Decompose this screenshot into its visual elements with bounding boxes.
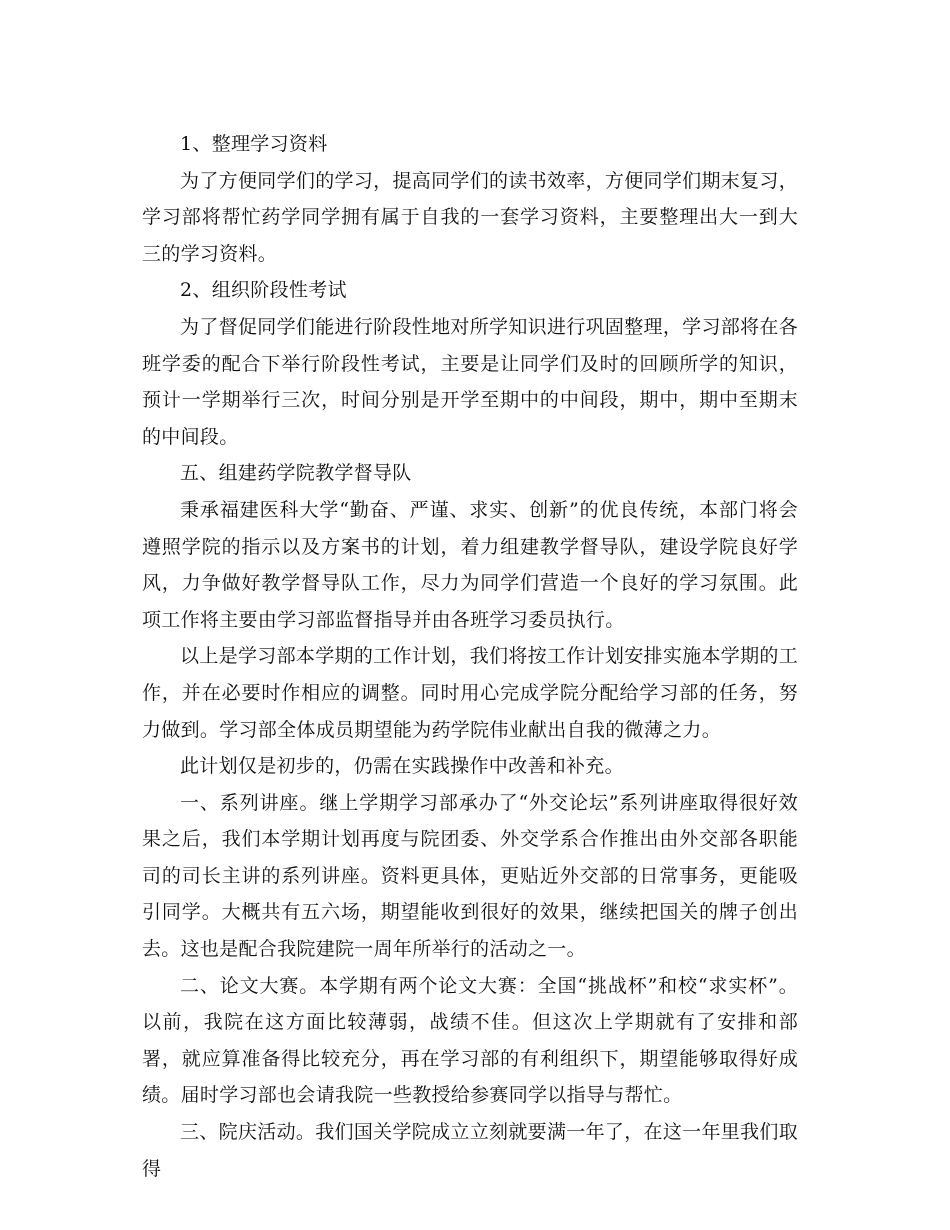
paragraph-lecture-series: 一、系列讲座。继上学期学习部承办了“外交论坛”系列讲座取得很好效果之后，我们本学期计划再度与院团委、外交学系合作推出由外交部各职能司的司长主讲的系列讲座。资料更具体，更贴近外交部的日常事务，更能吸引同学。大概共有五六场，期望能收到很好的效果，继续把国关的牌子创出去。这也是配合我院建院一周年所举行的活动之一。 [142,791,798,961]
paragraph-supervision-team: 秉承福建医科大学“勤奋、严谨、求实、创新”的优良传统，本部门将会遵照学院的指示以及方案书的计划，着力组建教学督导队，建设学院良好学风，力争做好教学督导队工作，尽力为同学们营造一个良好的学习氛围。此项工作将主要由学习部监督指导并由各班学习委员执行。 [142,498,798,631]
heading-stage-exams: 2、组织阶段性考试 [180,279,347,302]
paragraph-preliminary-note: 此计划仅是初步的，仍需在实践操作中改善和补充。 [180,755,624,778]
heading-organize-materials: 1、整理学习资料 [180,133,328,155]
heading-supervision-team: 五、组建药学院教学督导队 [180,462,412,485]
paragraph-summary: 以上是学习部本学期的工作计划，我们将按工作计划安排实施本学期的工作，并在必要时作相应的调整。同时用心完成学院分配给学习部的任务，努力做到。学习部全体成员期望能为药学院伟业献出自我的微薄之力。 [142,645,798,741]
document-body [142,126,798,1187]
paragraph-essay-contest: 二、论文大赛。本学期有两个论文大赛：全国“挑战杯”和校“求实杯”。以前，我院在这方面比较薄弱，战绩不佳。但这次上学期就有了安排和部署，就应算准备得比较充分，再在学习部的有利组织下，期望能够取得好成绩。届时学习部也会请我院一些教授给参赛同学以指导与帮忙。 [142,974,798,1107]
paragraph-anniversary: 三、院庆活动。我们国关学院成立立刻就要满一年了，在这一年里我们取得 [142,1121,798,1180]
paragraph-stage-exams: 为了督促同学们能进行阶段性地对所学知识进行巩固整理，学习部将在各班学委的配合下举行阶段性考试，主要是让同学们及时的回顾所学的知识，预计一学期举行三次，时间分别是开学至期中的中间段，期中，期中至期末的中间段。 [142,315,798,448]
paragraph-materials: 为了方便同学们的学习，提高同学们的读书效率，方便同学们期末复习，学习部将帮忙药学同学拥有属于自我的一套学习资料，主要整理出大一到大三的学习资料。 [142,169,798,265]
